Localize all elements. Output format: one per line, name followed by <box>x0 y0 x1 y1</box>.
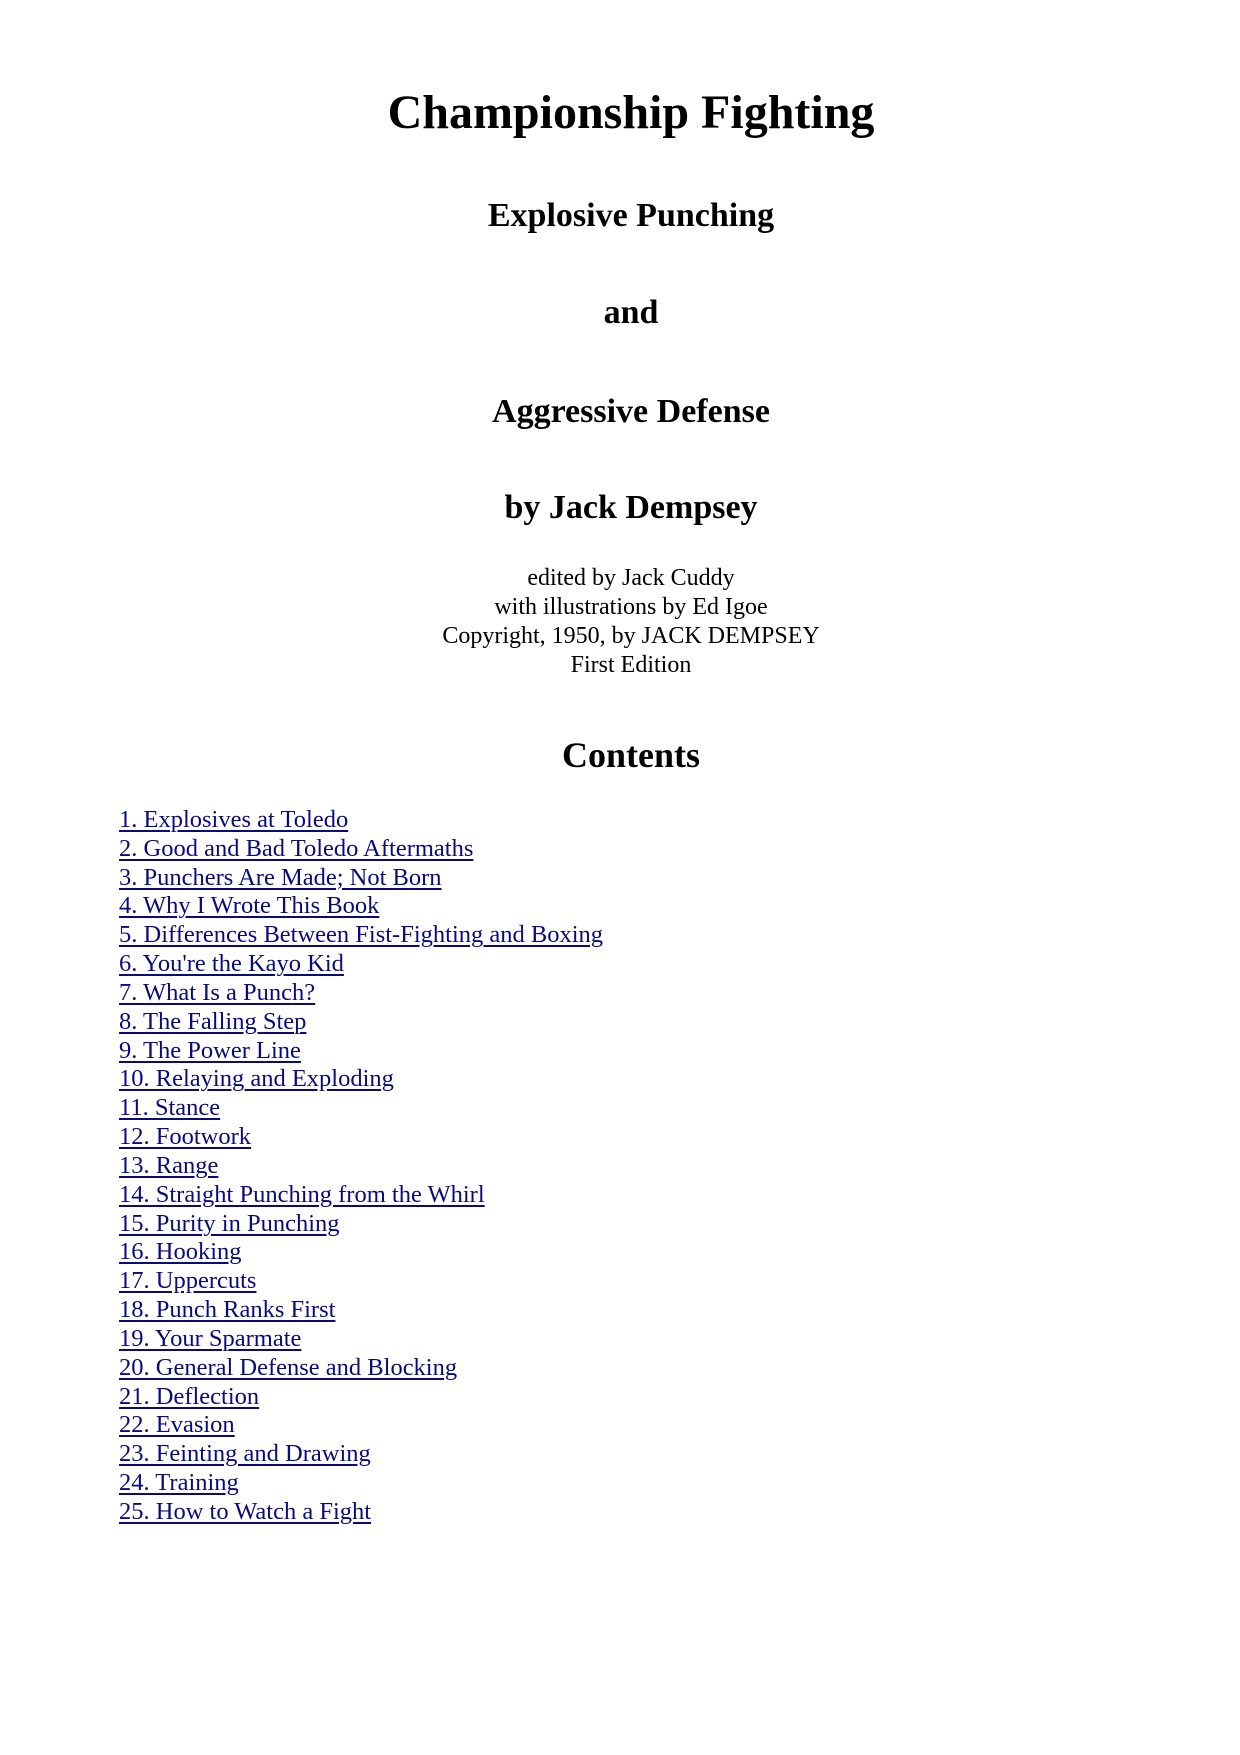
toc-link-6[interactable]: 6. You're the Kayo Kid <box>119 950 344 978</box>
toc-link-23[interactable]: 23. Feinting and Drawing <box>119 1440 371 1468</box>
toc-link-9[interactable]: 9. The Power Line <box>119 1036 301 1064</box>
toc-item <box>119 1123 603 1152</box>
toc-link-13[interactable]: 13. Range <box>119 1151 219 1179</box>
toc-link-18[interactable]: 18. Punch Ranks First <box>119 1296 336 1324</box>
toc-link-25[interactable]: 25. How to Watch a Fight <box>119 1497 372 1525</box>
toc-item <box>119 1181 603 1210</box>
subtitle-line-1: Explosive Punching <box>487 197 775 234</box>
author-line: by Jack Dempsey <box>504 489 758 526</box>
toc-item <box>119 1094 603 1123</box>
toc-link-4[interactable]: 4. Why I Wrote This Book <box>119 892 380 920</box>
credit-edition: First Edition <box>570 652 692 678</box>
book-title: Championship Fighting <box>387 86 875 139</box>
toc-item <box>119 1008 603 1037</box>
toc-link-20[interactable]: 20. General Defense and Blocking <box>119 1353 458 1381</box>
toc-item <box>119 892 603 921</box>
toc-item <box>119 1383 603 1412</box>
toc-link-1[interactable]: 1. Explosives at Toledo <box>119 806 349 833</box>
toc-item <box>119 1469 603 1498</box>
toc-item <box>119 1267 603 1296</box>
toc-link-16[interactable]: 16. Hooking <box>119 1238 242 1266</box>
toc-item <box>119 1296 603 1325</box>
toc-link-3[interactable]: 3. Punchers Are Made; Not Born <box>119 863 442 891</box>
toc-item <box>119 1354 603 1383</box>
credit-editor: edited by Jack Cuddy <box>527 565 735 591</box>
toc-item <box>119 979 603 1008</box>
toc-link-2[interactable]: 2. Good and Bad Toledo Aftermaths <box>119 834 474 862</box>
toc-link-10[interactable]: 10. Relaying and Exploding <box>119 1065 394 1093</box>
toc-item <box>119 1411 603 1440</box>
contents-heading: Contents <box>561 735 700 775</box>
toc-item <box>119 1065 603 1094</box>
toc-item <box>119 1210 603 1239</box>
toc-link-22[interactable]: 22. Evasion <box>119 1411 235 1439</box>
toc-item <box>119 864 603 893</box>
toc-link-17[interactable]: 17. Uppercuts <box>119 1267 257 1295</box>
toc-link-8[interactable]: 8. The Falling Step <box>119 1007 307 1035</box>
toc-item <box>119 1152 603 1181</box>
toc-link-15[interactable]: 15. Purity in Punching <box>119 1209 340 1237</box>
toc-link-5[interactable]: 5. Differences Between Fist-Fighting and Boxing <box>119 921 604 949</box>
subtitle-line-2: and <box>603 294 659 331</box>
table-of-contents <box>119 806 603 1527</box>
toc-link-21[interactable]: 21. Deflection <box>119 1382 260 1410</box>
toc-item <box>119 950 603 979</box>
credit-illustrator: with illustrations by Ed Igoe <box>494 594 768 620</box>
toc-item <box>119 1238 603 1267</box>
toc-link-14[interactable]: 14. Straight Punching from the Whirl <box>119 1180 485 1208</box>
toc-link-19[interactable]: 19. Your Sparmate <box>119 1324 302 1352</box>
toc-link-11[interactable]: 11. Stance <box>119 1094 221 1122</box>
toc-link-24[interactable]: 24. Training <box>119 1469 239 1497</box>
toc-item <box>119 1325 603 1354</box>
toc-item <box>119 806 603 835</box>
toc-item <box>119 1037 603 1066</box>
credit-copyright: Copyright, 1950, by JACK DEMPSEY <box>442 623 820 649</box>
subtitle-line-3: Aggressive Defense <box>492 393 770 430</box>
toc-item <box>119 835 603 864</box>
toc-link-7[interactable]: 7. What Is a Punch? <box>119 978 316 1006</box>
toc-item <box>119 1498 603 1527</box>
toc-link-12[interactable]: 12. Footwork <box>119 1123 252 1151</box>
toc-item <box>119 921 603 950</box>
toc-item <box>119 1440 603 1469</box>
